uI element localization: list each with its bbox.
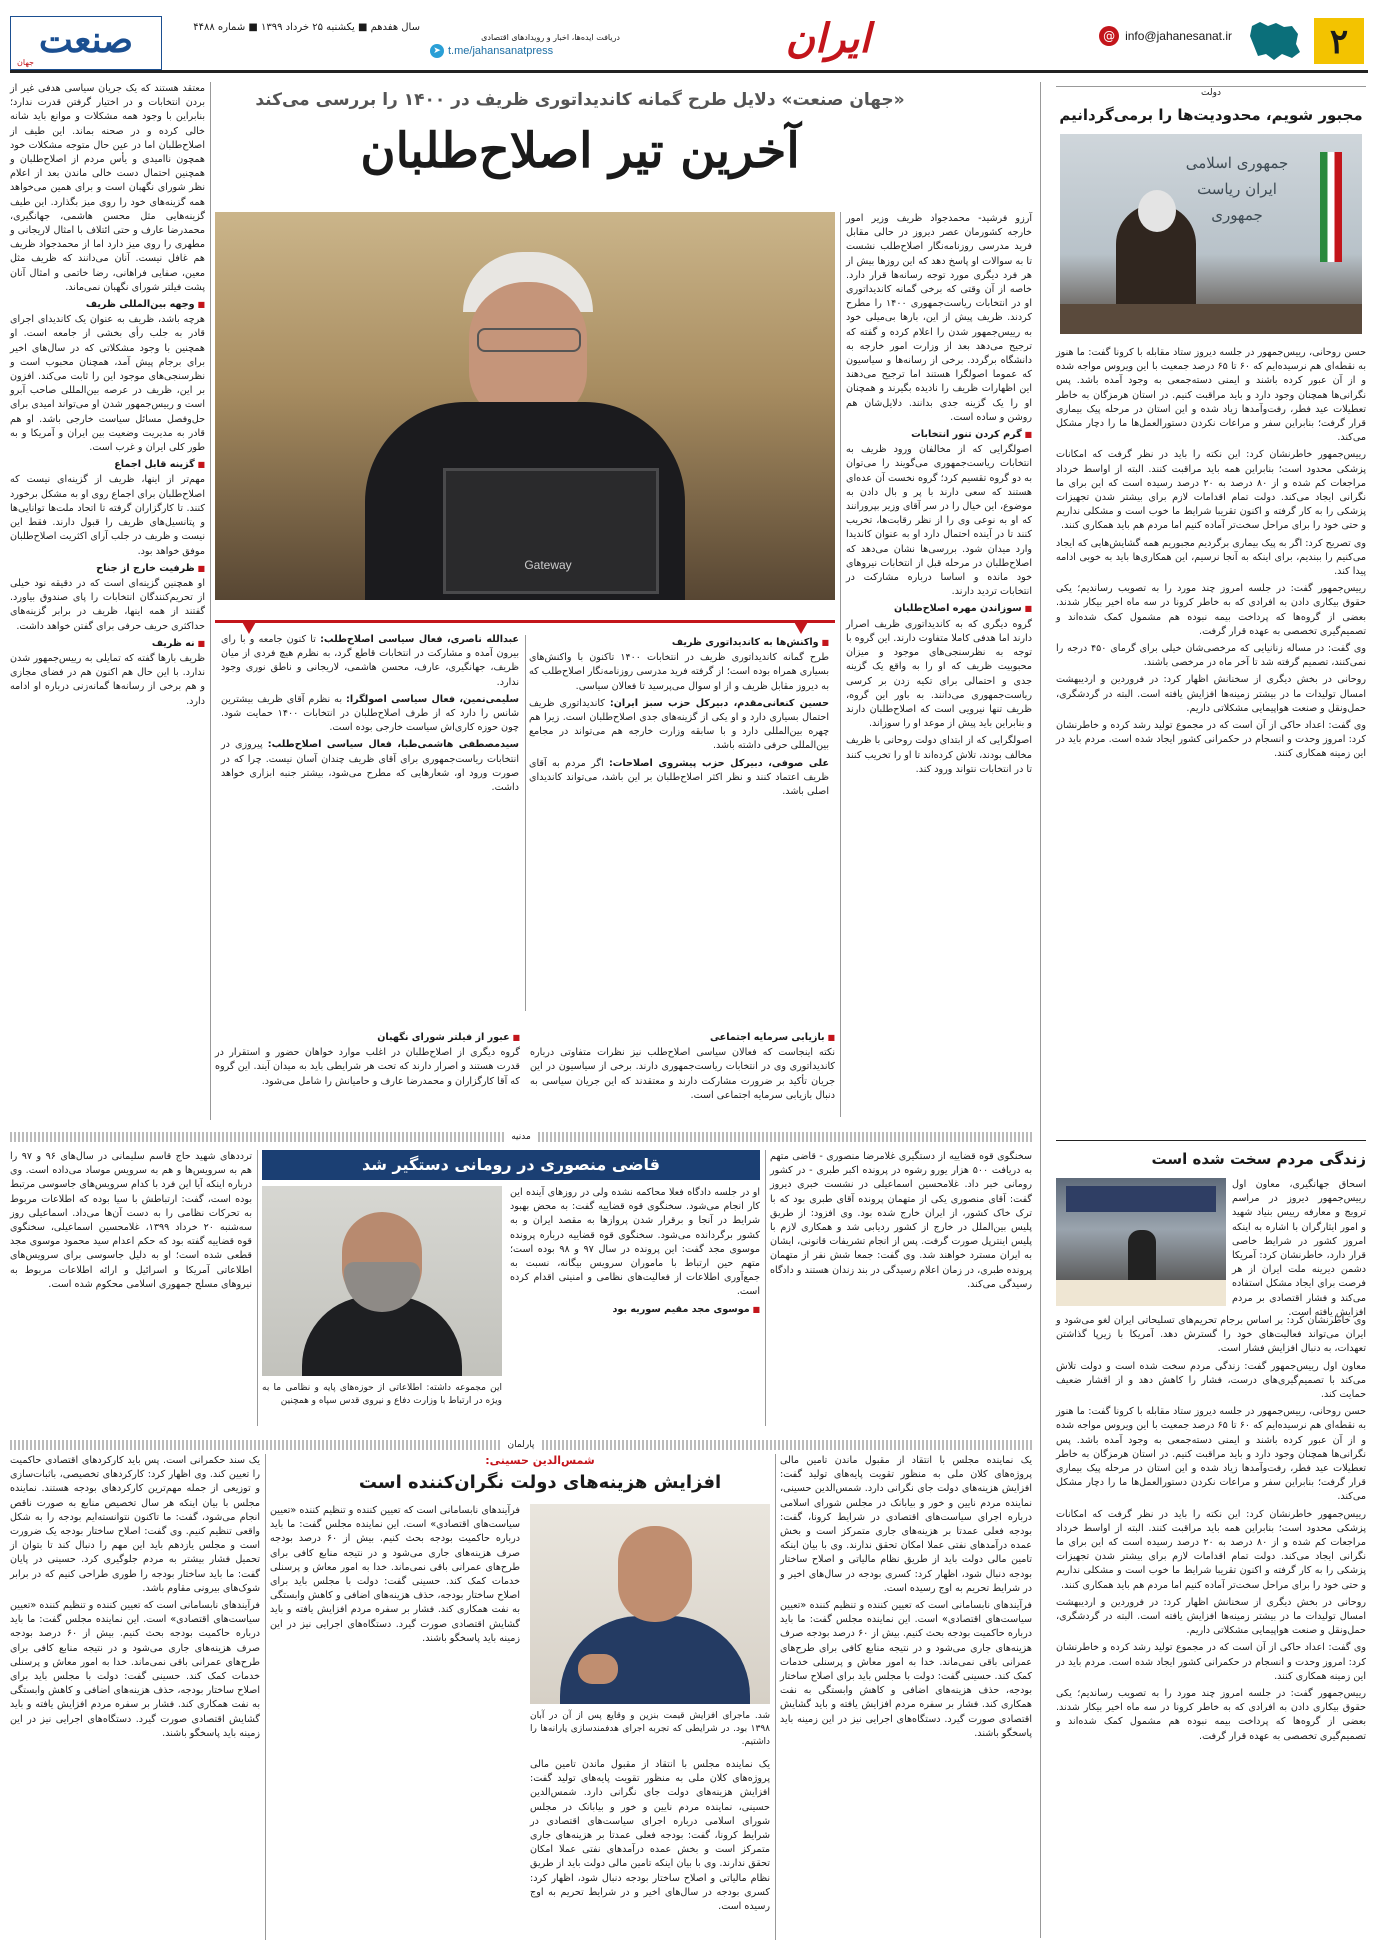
telegram-link[interactable]: t.me/jahansanatpress xyxy=(448,45,554,57)
masthead xyxy=(0,0,1378,72)
parliament-caption: شد. ماجرای افزایش قیمت بنزین و وقایع پس از آن در آبان ۱۳۹۸ بود. در شرایطی که تجربه اجرای هدفمندسازی یارانه‌ها را داشتیم. xyxy=(530,1711,770,1747)
zarif-photo xyxy=(215,212,835,600)
telegram-line1: دریافت ایده‌ها، اخبار و رویدادهای اقتصادی xyxy=(481,33,620,42)
logo-text: صنعت xyxy=(38,19,134,61)
kicker: «جهان صنعت» دلایل طرح گمانه کاندیداتوری ظریف در ۱۴۰۰ را بررسی می‌کند xyxy=(255,90,905,110)
laptop-brand: Gateway xyxy=(524,558,572,572)
second-body: وی خاطرنشان کرد: بر اساس برجام تحریم‌های تسلیحاتی ایران لغو می‌شود و ایران می‌تواند فعالیت‌های خود را گسترش دهد. آمریکا با زیرپا گذاشتن تعهدات، به دنبال افزایش فشار است. معاون اول رییس‌جمهور گفت: زندگی مردم سخت شده است و دولت تلاش می‌کند با تصمیم‌گیری‌های درست، فشار را کاهش دهد و از اقشار ضعیف حمایت کند. حسن روحانی، رییس‌جمهور در جلسه دیروز ستاد مقابله با کرونا گفت: ما هنوز به نقطه‌ای هم نرسیده‌ایم که ۶۰ تا ۶۵ درصد جمعیت با این ویروس مواجه شده و از آن عبور کرده باشند و ایمنی دسته‌جمعی به وجود آمده باشد. پس نگرانی‌ها همچنان وجود دارد و باید مراقبت کنیم. در استان هرمزگان به خاطر تعطیلات عید فطر، رفت‌وآمدها زیاد شده و این استان در مرحله پیک بیماری قرار گرفت؛ بنابراین سفر و مراعات نکردن دستورالعمل‌ها ما را دچار مشکل می‌کند. رییس‌جمهور خاطرنشان کرد: این نکته را باید در نظر گرفت که امکانات پزشکی محدود است؛ بنابراین همه باید مراقبت کنند. البته از اواسط خرداد مراجعات کم شده و از ۸۰ درصد به ۲۰ درصد رسیده است که این برای ما نگرانی ایجاد می‌کند. دولت تمام اقدامات لازم برای بیشتر شدن تجهیزات پزشکی را به کار گرفته و اکنون تقریبا شرایط ما خوب است و مشکلی نداریم و حتی خود را برای مراحل سخت‌تر آماده کنیم اما مردم هم باید همکاری کنند. روحانی در بخش دیگری از سخنانش اظهار کرد: در فروردین و اردیبهشت امسال تولیدات ما در بیشتر زمینه‌ها افزایش یافته است. البته در گردشگری، حمل‌ونقل و صنعت هواپیمایی مشکلاتی داریم. وی گفت: اعداد حاکی از آن است که در مجموع تولید رشد کرده و خاطرنشان کرد: امروز وحدت و انسجام در حکمرانی کشور ایجاد شده است. مردم باید در این زمینه همکاری کنند. رییس‌جمهور گفت: در جلسه امروز چند مورد را به تصویب رساندیم؛ یکی حقوق بیکاری دادن به افرادی که به خاطر کرونا در سه ماه اخیر بیکار شدند. بعضی از گروه‌ها که پرداخت بیمه نبوده هم مشمول کمک شده‌اند و تصمیم‌گیری تخصصی به عهده قرار گرفت. xyxy=(1056,1315,1366,1742)
stage-banner xyxy=(1066,1186,1216,1212)
flag xyxy=(1320,152,1342,262)
col-rule-f xyxy=(265,1454,266,1940)
table xyxy=(1056,1280,1226,1306)
reactions-box xyxy=(215,620,835,1023)
right-column xyxy=(1056,82,1366,1942)
parliament-col-right: یک نماینده مجلس با انتقاد از مقبول ماندن تامین مالی پروژه‌های کلان ملی به منظور تقویت پایه‌های تولید گفت: افزایش هزینه‌های دولت جای نگرانی دارد. شمس‌الدین حسینی، نماینده مردم نایین و خور و بیابانک در مجلس شورای اسلامی درباره اجرای سیاست‌های اقتصادی در شرایط کرونا، گفت: بودجه فعلی عمدتا بر هزینه‌های جاری متمرکز است و بخش عمده درآمدهای نفتی عملا امکان تحقق ندارند. وی با بیان اینکه تامین مالی دولت باید از طریق نظام مالیاتی و اصلاح ساختار بودجه دنبال شود، اظهار کرد: کسری بودجه در سال‌های اخیر و در شرایط تحریم به اوج رسیده است. فرآیندهای نابسامانی است که تعیین کننده و تنظیم کننده «تعیین سیاست‌های اقتصادی» است. این نماینده مجلس گفت: ما باید درباره حاکمیت بودجه بحث کنیم. بیش از ۶۰ درصد بودجه صرف هزینه‌های جاری می‌شود و در نتیجه منابع کافی برای طرح‌های عمرانی باقی نمی‌ماند. خدا به امور معاش و پرسنلی خدمات کمک کند. حسینی گفت: دولت با مجلس باید برای اصلاح ساختار بودجه، حذف هزینه‌های اضافی و کاهش وابستگی به نفت همکاری کند. فشار بر سفره مردم افزایش یافته و باید گشایش اقتصادی صورت گیرد. دستگاه‌های اجرایی نیز در این زمینه باید پاسخگو باشند. xyxy=(780,1455,1033,1739)
col-rule-c xyxy=(765,1150,766,1426)
section-title: ایران xyxy=(785,15,871,62)
person-head xyxy=(1138,190,1176,232)
hosseini-photo xyxy=(530,1504,770,1704)
glasses xyxy=(477,328,581,352)
desk xyxy=(1060,304,1362,334)
issue-info: سال هفدهم ■ یکشنبه ۲۵ خرداد ۱۳۹۹ ■ شماره ۴۴۸۸ xyxy=(193,22,420,33)
lead-headline: آخرین تیر اصلاح‌طلبان xyxy=(360,123,800,179)
col-rule-e xyxy=(775,1454,776,1940)
person-face xyxy=(469,282,587,422)
mansouri-photo xyxy=(262,1186,502,1376)
second-body-top: اسحاق جهانگیری، معاون اول رییس‌جمهور دیروز در مراسم ترویج و معارفه رییس بنیاد شهید و امور ایثارگران با اشاره به اینکه امروز کشور در شرایط خاصی قرار دارد، خاطرنشان کرد: آمریکا دشمن دیرینه ملت ایران از هر فرصت برای ایجاد مشکل استفاده می‌کند و فشار اقتصادی بر مردم افزایش یافته است. xyxy=(1232,1179,1366,1318)
email-address[interactable]: info@jahanesanat.ir xyxy=(1125,29,1232,43)
logo-small: جهان xyxy=(17,58,34,67)
headline: مجبور شویم، محدودیت‌ها را برمی‌گردانیم xyxy=(1059,106,1363,124)
laptop xyxy=(443,468,659,594)
judiciary-col-left: ترددهای شهید حاج قاسم سلیمانی در سال‌های ۹۶ و ۹۷ را هم به سرویس‌ها و هم به سرویس موساد می‌داده است. وی درباره اینکه آیا این فرد با کدام سرویس‌های جاسوسی مرتبط بوده است، گفت: ارتباطش با سیا بوده که اطلاعات مربوط به تحرکات نظامی را به دست آن‌ها می‌داد. اسماعیلی روز سه‌شنبه ۲۰ خرداد ۱۳۹۹، غلامحسین اسماعیلی، سخنگوی قوه قضاییه گفته بود که حکم اعدام سید محمود موسوی مجد قطعی شده است؛ او به دلیل جاسوسی برای سرویس‌های اطلاعاتی آمریکا و اسرائیل و ارائه اطلاعات مربوط به نیروهای مسلح جمهوری اسلامی محکوم شده است. xyxy=(10,1151,252,1290)
speaker-name: شمس‌الدین حسینی: xyxy=(485,1454,595,1467)
iran-map-icon xyxy=(1246,18,1304,64)
bottom-right-text: ■ بازیابی سرمایه اجتماعی نکته اینجاست که فعالان سیاسی اصلاح‌طلب نیز نظرات متفاوتی درباره کاندیداتوری وی در انتخابات ریاست‌جمهوری دارند. برخی از سیاسیون در این جریان تأکید بر ضرورت مشارکت دارند و معتقدند که این جریان سیاسی به دنبال بازیابی سرمایه اجتماعی است. xyxy=(530,1028,835,1120)
reactions-col-left: عبدالله ناصری، فعال سیاسی اصلاح‌طلب: تا کنون جامعه و با رای بیرون آمده و مشارکت در انتخابات قاطع گرد، به نظرم هیچ فردی از میان ظریف، جهانگیری، عارف، محسن هاشمی، لاریجانی و ناطق نوری وجود ندارد. سلیمی‌نمین، فعال سیاسی اصولگرا: به نظرم آقای ظریف بیشترین شانس را دارد که از طرف اصلاح‌طلبان در انتخابات ۱۴۰۰ حمایت شود. چون حوزه کاری‌اش سیاست خارجی بوده است. سیدمصطفی هاشمی‌طبا، فعال سیاسی اصلاح‌طلب: پیروزی در انتخابات ریاست‌جمهوری برای آقای ظریف چندان آسان نیست. چرا که در صورت ورود او، شعارهایی که مطرح می‌شود، بیشتر جنبه ابزاری خواهد داشت. xyxy=(221,634,519,794)
second-headline: زندگی مردم سخت شده است xyxy=(1151,1150,1366,1168)
col-rule-b xyxy=(210,82,211,1120)
right-body: حسن روحانی، رییس‌جمهور در جلسه دیروز ستاد مقابله با کرونا گفت: ما هنوز به نقطه‌ای هم نرسیده‌ایم که ۶۰ تا ۶۵ درصد جمعیت با این ویروس مواجه شده و از آن عبور کرده باشند و ایمنی دسته‌جمعی به وجود آمده باشد. پس نگرانی‌ها همچنان وجود دارد و باید مراقبت کنیم. در استان هرمزگان به خاطر تعطیلات عید فطر، رفت‌وآمدها زیاد شده و این استان در مرحله پیک بیماری قرار گرفت؛ بنابراین سفر و مراعات نکردن دستورالعمل‌ها ما را دچار مشکل می‌کند. رییس‌جمهور خاطرنشان کرد: این نکته را باید در نظر گرفت که امکانات پزشکی محدود است؛ بنابراین همه باید مراقبت کنند. البته از اواسط خرداد مراجعات کم شده و از ۸۰ درصد به ۲۰ درصد رسیده است که این برای ما نگرانی ایجاد می‌کند. دولت تمام اقدامات لازم برای بیشتر شدن تجهیزات پزشکی را به کار گرفته و اکنون تقریبا شرایط ما خوب است و مشکلی نداریم و حتی خود را برای مراحل سخت‌تر آماده کنیم اما مردم هم باید همکاری کنند. وی تصریح کرد: اگر به پیک بیماری برگردیم مجبوریم همه گشایش‌هایی که ایجاد می‌کنیم را ببندیم، برای اینکه به آنجا نرسیم، این همکاری‌ها باید به خوبی ادامه پیدا کند. رییس‌جمهور گفت: در جلسه امروز چند مورد را به تصویب رساندیم؛ یکی حقوق بیکاری دادن به افرادی که به خاطر کرونا در سه ماه اخیر بیکار شدند. بعضی از گروه‌ها که پرداخت بیمه نبوده هم مشمول کمک شده‌اند و تصمیم‌گیری تخصصی به عهده قرار گرفت. وی گفت: در مساله زنانیایی که مرخصی‌شان خیلی برای گرمای ۴۵۰ درجه را نمی‌کنند، تصمیم گرفته شد تا آخر ماه در مرخصی باشند. روحانی در بخش دیگری از سخنانش اظهار کرد: در فروردین و اردیبهشت امسال تولیدات ما در بیشتر زمینه‌ها افزایش یافته است. البته در گردشگری، حمل‌ونقل و صنعت هواپیمایی مشکلاتی داریم. وی گفت: اعداد حاکی از آن است که در مجموع تولید رشد کرده و خاطرنشان کرد: امروز وحدت و انسجام در حکمرانی کشور ایجاد شده است. مردم باید در این زمینه همکاری کنند. xyxy=(1056,347,1366,760)
judiciary-category: مدنیه xyxy=(10,1131,1032,1143)
logo xyxy=(10,16,162,70)
judiciary-col-mid: او در جلسه دادگاه فعلا محاکمه نشده ولی در روزهای آینده این کار انجام می‌شود. سخنگوی قوه قضاییه گفت: به محض بهبود شرایط در آنجا و برقرار شدن پروازها به مقصد ایران و به کشور برگردانده می‌شود. سخنگوی قوه قضاییه درباره پرونده موسوی مجد گفت: این پرونده در سال ۹۷ و ۹۸ بوده است؛ متهم حین ارتباط با ماموران سرویس بیگانه، نسبت به جمع‌آوری اطلاعات از فعالیت‌های نظامی و امنیتی اقدام کرده است. ■ موسوی مجد مقیم سوریه بود xyxy=(510,1186,760,1426)
box-arrow-icon-left xyxy=(241,620,257,634)
telegram-block[interactable] xyxy=(430,32,620,66)
judiciary-section xyxy=(10,1132,1032,1432)
email-icon: @ xyxy=(1099,26,1119,46)
person-head xyxy=(618,1526,692,1622)
right-column-rule xyxy=(1040,82,1041,1938)
col-rule-a xyxy=(840,212,841,1117)
divider xyxy=(1056,1140,1366,1141)
masthead-rule xyxy=(10,70,1368,73)
reactions-col-right: ■ واکنش‌ها به کاندیداتوری ظریف طرح گمانه کاندیداتوری ظریف در انتخابات ۱۴۰۰ تاکنون با واکنش‌های بسیاری همراه بوده است؛ از گرفته فرید مدرسی روزنامه‌نگار اصلاح‌طلب که به دیروز مقابل ظریف و از او سوال می‌پرسید تا فعالان سیاسی. حسین کنعانی‌مقدم، دبیرکل حزب سبز ایران: کاندیداتوری ظریف احتمال بسیاری دارد و او یکی از گزینه‌های جدی اصلاح‌طلبان است. زیرا هم چهره بین‌المللی دارد و با سابقه وزارت خارجه هم می‌تواند در مجامع بین‌المللی حرفی داشته باشد. علی صوفی، دبیرکل حزب پیشروی اصلاحات: اگر مردم به آقای ظریف اعتماد کنند و نظر اکثر اصلاح‌طلبان بر این باشد، می‌تواند کاندیدای اصلی باشد. xyxy=(529,633,829,1013)
photo-caption: جمهوری اسلامی ایران ریاست جمهوری xyxy=(1185,154,1289,224)
person-hand xyxy=(578,1654,618,1684)
lead-story xyxy=(10,82,1032,1142)
parliament-col-left: یک سند حکمرانی است. پس باید کارکردهای اقتصادی حاکمیت را تعیین کند. وی اظهار کرد: کارکردهای تخصیصی، باثبات‌سازی و توزیعی از جمله مهم‌ترین کارکردهای بودجه هستند. نماینده مجلس با بیان اینکه هر سال تخصیص منابع به صورت ناقص انجام می‌شود، گفت: ما تاکنون نتوانسته‌ایم بودجه را به شکل واقعی تنظیم کنیم. وی گفت: اصلاح ساختار بودجه یک ضرورت است و مجلس یازدهم باید این مهم را دنبال کند تا بتوان از تحمیل فشار بیشتر به مردم جلوگیری کرد. حسینی در پایان گفت: ما باید ساختار بودجه را طوری طراحی کنیم که در برابر شوک‌های بیرونی مقاوم باشد. فرآیندهای نابسامانی است که تعیین کننده و تنظیم کننده «تعیین سیاست‌های اقتصادی» است. این نماینده مجلس گفت: ما باید درباره حاکمیت بودجه بحث کنیم. بیش از ۶۰ درصد بودجه صرف هزینه‌های جاری می‌شود و در نتیجه منابع کافی برای طرح‌های عمرانی باقی نمی‌ماند. خدا به امور معاش و پرسنلی خدمات کمک کند. حسینی گفت: دولت با مجلس باید برای اصلاح ساختار بودجه، حذف هزینه‌های اضافی و کاهش وابستگی به نفت همکاری کند. فشار بر سفره مردم افزایش یافته و باید گشایش اقتصادی صورت گیرد. دستگاه‌های اجرایی نیز در این زمینه باید پاسخگو باشند. xyxy=(10,1455,260,1739)
bottom-left-text: ■ عبور از فیلتر شورای نگهبان گروه دیگری از اصلاح‌طلبان در اغلب موارد خواهان حضور و استقرار در قدرت هستند و اصرار دارند که تحت هر شرایطی باید به میدان آیند. این گروه که آقا کارگزاران و محمدرضا عارف و حامیانش را شامل می‌شود. xyxy=(215,1028,520,1120)
parliament-col-mid: فرآیندهای نابسامانی است که تعیین کننده و تنظیم کننده «تعیین سیاست‌های اقتصادی» است. این نماینده مجلس گفت: ما باید درباره حاکمیت بودجه بحث کنیم. بیش از ۶۰ درصد بودجه صرف هزینه‌های جاری می‌شود و در نتیجه منابع کافی برای طرح‌های عمرانی باقی نمی‌ماند. خدا به امور معاش و پرسنلی خدمات کمک کند. حسینی گفت: دولت با مجلس باید برای اصلاح ساختار بودجه، حذف هزینه‌های اضافی و کاهش وابستگی به نفت همکاری کند. فشار بر سفره مردم افزایش یافته و باید گشایش اقتصادی صورت گیرد. دستگاه‌های اجرایی نیز در این زمینه باید پاسخگو باشند. xyxy=(270,1505,520,1644)
rouhani-photo xyxy=(1060,134,1362,334)
box-arrow-icon-right xyxy=(793,620,809,634)
page-number: ۲ xyxy=(1329,22,1349,62)
telegram-icon: ➤ xyxy=(430,44,444,58)
judiciary-headline: قاضی منصوری در رومانی دستگیر شد xyxy=(361,1155,661,1174)
intro-column: آرزو فرشید- محمدجواد ظریف وزیر امور خارجه کشورمان عصر دیروز در حالی مقابل فرید مدرسی روزنامه‌نگار اصلاح‌طلب نشست تا به سوالات او پاسخ دهد که این روزها بیش از هر فرد دیگری مورد توجه رسانه‌ها قرار دارد. خاصه از آن وقتی که برخی گمانه کاندیداتوری او در انتخابات ریاست‌جمهوری ۱۴۰۰ را مطرح کردند. ظریف پیش از این، بارها بی‌میلی خود به رییس‌جمهور شدن را اعلام کرده و گفته که ترجیح می‌دهد بعد از وزارت امور خارجه به دانشگاه برگردد. برخی از رسانه‌ها و سیاسیون که عموما اصولگرا هستند اما ترجیح می‌دهند این اظهارات ظریف را نادیده بگیرند و همچنان او را یک گزینه جدی بدانند. دلایل‌شان هم روشن و ساده است. ■ گرم کردن تنور انتخابات اصولگرایی که از مخالفان ورود ظریف به انتخابات ریاست‌جمهوری می‌گویند را می‌توان به دو گروه تقسیم کرد؛ گروه نخست آن عده‌ای هستند که سعی دارند با پر و بال دادن به موضوع، این خیال را در سر آقای وزیر بپرورانند که او به نوعی وی را از نظر رقابت‌ها، تخریب کنند تا در آینده احتمال دارد او به عنوان کاندیدا وارد میدان شود. بررسی‌ها نشان می‌دهد که اصلاح‌طلبان در مرحله قبل از انتخابات نیروهای خود مانده و اساسا درباره مشارکت در انتخابات تردید دارند. ■ سوزاندن مهره اصلاح‌طلبان گروه دیگری که به کاندیداتوری ظریف اصرار دارند اما هدفی کاملا متفاوت دارند. این گروه با توجه به نظرسنجی‌های موجود و میزان محبوبیت ظریف که او را به واقع یک گزینه جدی و احتمالی برای تکیه زدن بر کرسی ریاست‌جمهوری می‌دانند. به باور این گروه، ظریف تنها نیرویی است که اصلاح‌طلبان دارند و بنابراین باید پیش از موعد او را سوزاند. اصولگرایی که از ابتدای دولت روحانی با ظریف مخالف بودند، تلاش کرده‌اند تا او را تخریب کنند تا در انتخابات نتواند ورود کند. xyxy=(846,212,1032,1117)
email-row[interactable] xyxy=(1099,26,1232,46)
parliament-section xyxy=(10,1440,1032,1940)
judiciary-col-right: سخنگوی قوه قضاییه از دستگیری غلامرضا منصوری - قاضی متهم به دریافت ۵۰۰ هزار یورو رشوه در پرونده اکبر طبری - در کشور رومانی خبر داد. غلامحسین اسماعیلی در نشست خبری دیروز گفت: آقای منصوری یکی از متهمان پرونده آقای طبری بود که با ترک خاک کشور، از ایران خارج شده بود. وی افزود: از طریق پلیس بین‌الملل در خارج از کشور ردیابی شد و همکاری لازم با پلیس اینترپل صورت گرفت. پس از انجام تشریفات قانونی، ایشان به ایران مسترد خواهند شد. وی گفت: جمعا شش نفر از متهمان پرونده طبری، در زمان اعلام رسیدگی در بند زندان هستند و دادگاه رسیدگی می‌کند. xyxy=(770,1151,1032,1290)
category-label: دولت xyxy=(1056,86,1366,99)
box-rule xyxy=(525,635,526,1011)
jahangiri-photo xyxy=(1056,1178,1226,1306)
left-column: معتقد هستند که یک جریان سیاسی هدفی غیر از بردن انتخابات و در اختیار گرفتن قدرت ندارد؛ بنابراین با وجود همه مشکلات و موانع باید شانه خالی کرده و در صحنه بماند. این طیف از اصلاح‌طلبان اما در عین حال متوجه مشکلات خود همچون ناامیدی و یأس مردم از اصلاح‌طلبان و همچنین احتمال دست خالی ماندن بعد از اعلام نظر شورای نگهبان است و برای همین می‌خواهد همه گزینه‌های خود را روی میز بگذارد. این طیف گزینه‌هایی مثل محسن هاشمی، جهانگیری، محمدرضا عارف و حتی ائتلاف با امثال لاریجانی و مطهری را روی میز دارد اما از محمدجواد ظریف هم غافل نیست. آنان می‌دانند که ظریف مثل معین، صفایی فراهانی، رضا خاتمی و امثال آنان پشت فیلتر شورای نگهبان نمی‌ماند. ■ وجهه بین‌المللی ظریف هرچه باشد، ظریف به عنوان یک کاندیدای اجرای قادر به جلب رأی بخشی از جامعه است. او همچنین با وجود مشکلاتی که در سال‌های اخیر برای برجام پیش آمد، همچنان محبوب است و نظرسنجی‌های موجود این را ثابت می‌کند. افزون بر این، ظریف در عرصه بین‌المللی صاحب آبرو است و رییس‌جمهور شدن او می‌تواند امیدی برای حل‌وفصل مسائل سیاست خارجی باشد. او هم قادر به مدیریت وضعیت بین ایران و آمریکا و به طور کلی ایران و غرب است. ■ گزینه قابل اجماع مهم‌تر از اینها، ظریف از گزینه‌ای نیست که اصلاح‌طلبان برای اجماع روی او به مشکل برخورد کنند. تا کارگزاران گرفته تا اتحاد ملت‌ها توانایی‌ها و پتانسیل‌های ظریف را قبول دارند. فقط این نیست و ظریف در جلب آرای اکثریت اصلاح‌طلبان موفق خواهد بود. ■ ظرفیت خارج از جناح او همچنین گزینه‌ای است که در دقیقه نود خیلی از تحریم‌کنندگان انتخابات را پای صندوق بیاورد. گفتند از همه اینها، ظریف در برابر گزینه‌های حداکثری حریف حرفی برای گفتن خواهد داشت. ■ نه ظریف ظریف بارها گفته که تمایلی به رییس‌جمهور شدن ندارد. با این حال هم اکنون هم در فضای مجازی و هم برخی از رسانه‌ها گمانه‌زنی درباره او ادامه دارد. xyxy=(10,82,205,1120)
parliament-category: پارلمان xyxy=(10,1439,1032,1451)
parliament-col-mid2: یک نماینده مجلس با انتقاد از مقبول ماندن تامین مالی پروژه‌های کلان ملی به منظور تقویت پایه‌های تولید گفت: افزایش هزینه‌های دولت جای نگرانی دارد. شمس‌الدین حسینی، نماینده مردم نایین و خور و بیابانک در مجلس شورای اسلامی درباره اجرای سیاست‌های اقتصادی در شرایط کرونا، گفت: بودجه فعلی عمدتا بر هزینه‌های جاری متمرکز است و بخش عمده درآمدهای نفتی عملا امکان تحقق ندارند. وی با بیان اینکه تامین مالی دولت باید از طریق نظام مالیاتی و اصلاح ساختار بودجه دنبال شود، اظهار کرد: کسری بودجه در سال‌های اخیر و در شرایط تحریم به اوج رسیده است. xyxy=(530,1759,770,1913)
judiciary-caption: این مجموعه داشته: اطلاعاتی از حوزه‌های پایه و نظامی ما به ویژه در ارتباط با وزارت دفاع و نیروی قدس سپاه و همچنین xyxy=(262,1383,502,1406)
col-rule-d xyxy=(257,1150,258,1426)
parliament-headline: افزایش هزینه‌های دولت نگران‌کننده است xyxy=(358,1472,722,1493)
